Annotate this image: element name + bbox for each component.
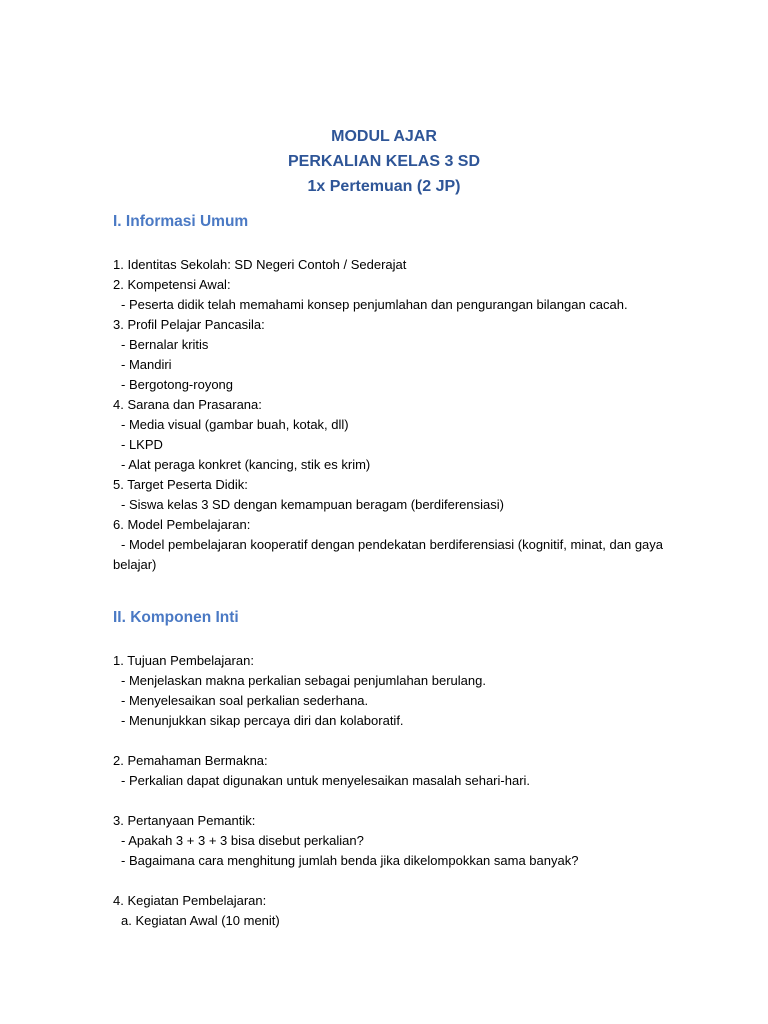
- info-line: 3. Profil Pelajar Pancasila:: [113, 317, 265, 332]
- inti-line: - Menyelesaikan soal perkalian sederhana.: [121, 693, 369, 708]
- inti-line: 3. Pertanyaan Pemantik:: [113, 813, 256, 828]
- info-line: - Bernalar kritis: [121, 337, 209, 352]
- inti-line: 2. Pemahaman Bermakna:: [113, 753, 268, 768]
- info-line: 5. Target Peserta Didik:: [113, 477, 248, 492]
- info-line: - Alat peraga konkret (kancing, stik es krim): [121, 457, 371, 472]
- info-line: - LKPD: [121, 437, 163, 452]
- info-line: 6. Model Pembelajaran:: [113, 517, 251, 532]
- inti-line: - Menunjukkan sikap percaya diri dan kolaboratif.: [121, 713, 404, 728]
- info-line: belajar): [113, 557, 157, 572]
- info-line: 1. Identitas Sekolah: SD Negeri Contoh / Sederajat: [113, 257, 407, 272]
- info-line: 2. Kompetensi Awal:: [113, 277, 231, 292]
- info-line: - Peserta didik telah memahami konsep penjumlahan dan pengurangan bilangan cacah.: [121, 297, 628, 312]
- info-line: - Bergotong-royong: [121, 377, 234, 392]
- inti-line: 4. Kegiatan Pembelajaran:: [113, 893, 267, 908]
- inti-line: - Bagaimana cara menghitung jumlah benda jika dikelompokkan sama banyak?: [121, 853, 579, 868]
- inti-line: - Apakah 3 + 3 + 3 bisa disebut perkalian?: [121, 833, 364, 848]
- inti-line: 1. Tujuan Pembelajaran:: [113, 653, 254, 668]
- title-line-3: 1x Pertemuan (2 JP): [307, 178, 461, 195]
- section-heading-komponen-inti: II. Komponen Inti: [113, 609, 239, 626]
- info-line: 4. Sarana dan Prasarana:: [113, 397, 262, 412]
- info-line: - Mandiri: [121, 357, 172, 372]
- title-line-2: PERKALIAN KELAS 3 SD: [287, 153, 481, 170]
- info-line: - Model pembelajaran kooperatif dengan pendekatan berdiferensiasi (kognitif, minat, dan gaya: [121, 537, 664, 552]
- info-line: - Siswa kelas 3 SD dengan kemampuan beragam (berdiferensiasi): [121, 497, 504, 512]
- inti-line: a. Kegiatan Awal (10 menit): [121, 913, 280, 928]
- inti-line: - Menjelaskan makna perkalian sebagai penjumlahan berulang.: [121, 673, 486, 688]
- info-line: - Media visual (gambar buah, kotak, dll): [121, 417, 349, 432]
- document-title: [0, 124, 768, 199]
- title-line-1: MODUL AJAR: [331, 128, 437, 145]
- inti-line: - Perkalian dapat digunakan untuk menyelesaikan masalah sehari-hari.: [121, 773, 531, 788]
- section-heading-informasi-umum: I. Informasi Umum: [113, 213, 249, 230]
